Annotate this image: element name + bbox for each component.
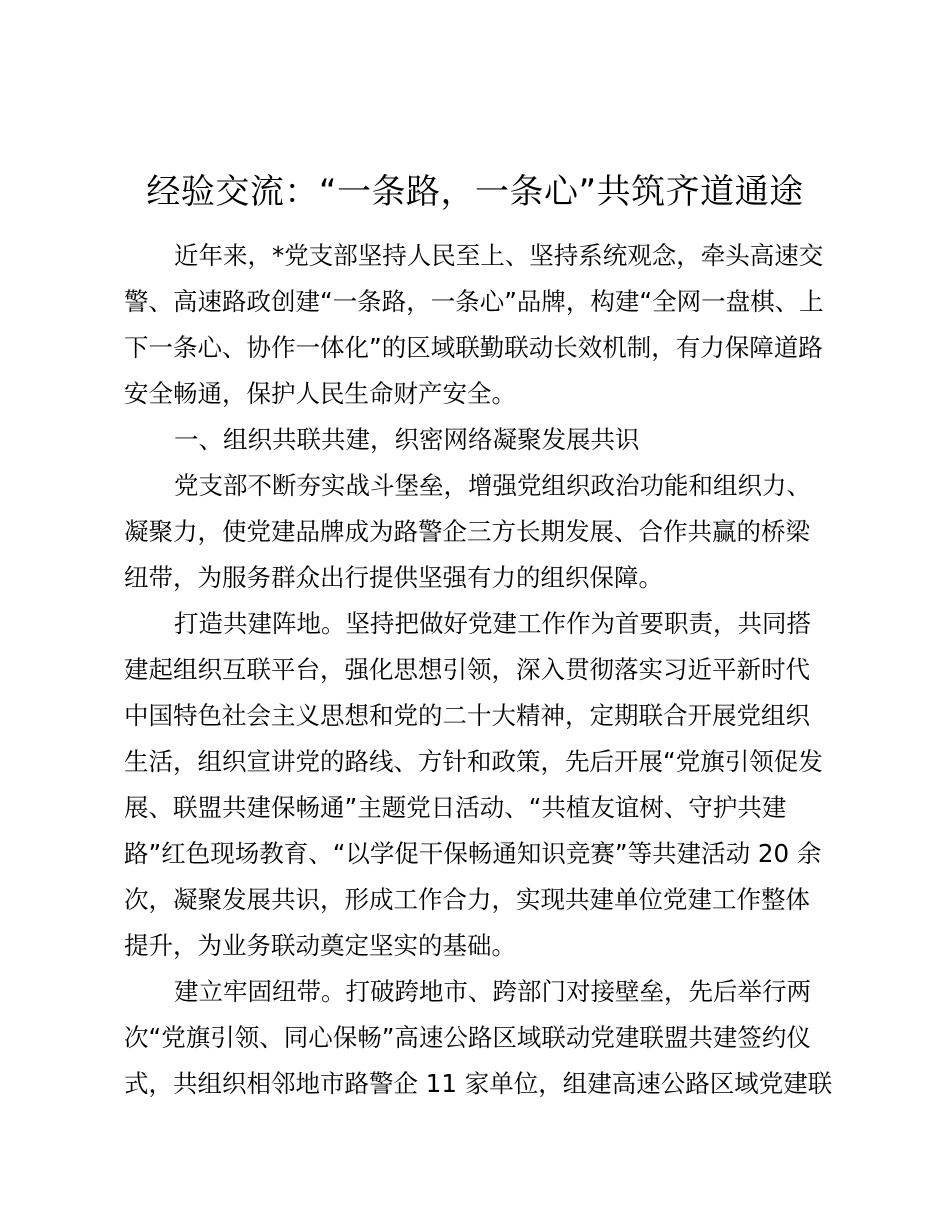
paragraph-1-line-4: 安全畅通，保护人民生命财产安全。 [124,379,516,408]
paragraph-2-line-3: 纽带，为服务群众出行提供坚强有力的组织保障。 [124,563,663,592]
paragraph-3-line-4: 生活，组织宣讲党的路线、方针和政策，先后开展“党旗引领促发 [124,747,823,776]
paragraph-3-line-1: 打造共建阵地。坚持把做好党建工作作为首要职责，共同搭 [174,609,811,638]
paragraph-3-line-6: 路”红色现场教育、“以学促干保畅通知识竞赛”等共建活动 20 余 [124,839,822,868]
paragraph-3-line-7: 次，凝聚发展共识，形成工作合力，实现共建单位党建工作整体 [124,885,810,914]
paragraph-1-line-3: 下一条心、协作一体化”的区域联勤联动长效机制，有力保障道路 [124,333,823,362]
paragraph-2-line-2: 凝聚力，使党建品牌成为路警企三方长期发展、合作共赢的桥梁 [124,517,810,546]
paragraph-4-line-2: 次“党旗引领、同心保畅”高速公路区域联动党建联盟共建签约仪 [124,1023,811,1052]
paragraph-2-line-1: 党支部不断夯实战斗堡垒，增强党组织政治功能和组织力、 [174,471,811,500]
paragraph-1-line-2: 警、高速路政创建“一条路，一条心”品牌，构建“全网一盘棋、上 [124,287,824,316]
paragraph-3-line-2: 建起组织互联平台，强化思想引领，深入贯彻落实习近平新时代 [124,655,810,684]
paragraph-4-line-3: 式，共组织相邻地市路警企 11 家单位，组建高速公路区域党建联 [124,1069,833,1098]
document-body [124,233,836,1107]
document-title: 经验交流：“一条路，一条心”共筑齐道通途 [146,172,804,212]
paragraph-3-line-3: 中国特色社会主义思想和党的二十大精神，定期联合开展党组织 [124,701,810,730]
paragraph-3-line-5: 展、联盟共建保畅通”主题党日活动、“共植友谊树、守护共建 [124,793,787,822]
paragraph-1-line-1: 近年来，*党支部坚持人民至上、坚持系统观念，牵头高速交 [174,241,824,270]
paragraph-4-line-1: 建立牢固纽带。打破跨地市、跨部门对接壁垒，先后举行两 [174,977,811,1006]
paragraph-3-line-8: 提升，为业务联动奠定坚实的基础。 [124,931,516,960]
section-heading-1: 一、组织共联共建，织密网络凝聚发展共识 [174,425,640,454]
